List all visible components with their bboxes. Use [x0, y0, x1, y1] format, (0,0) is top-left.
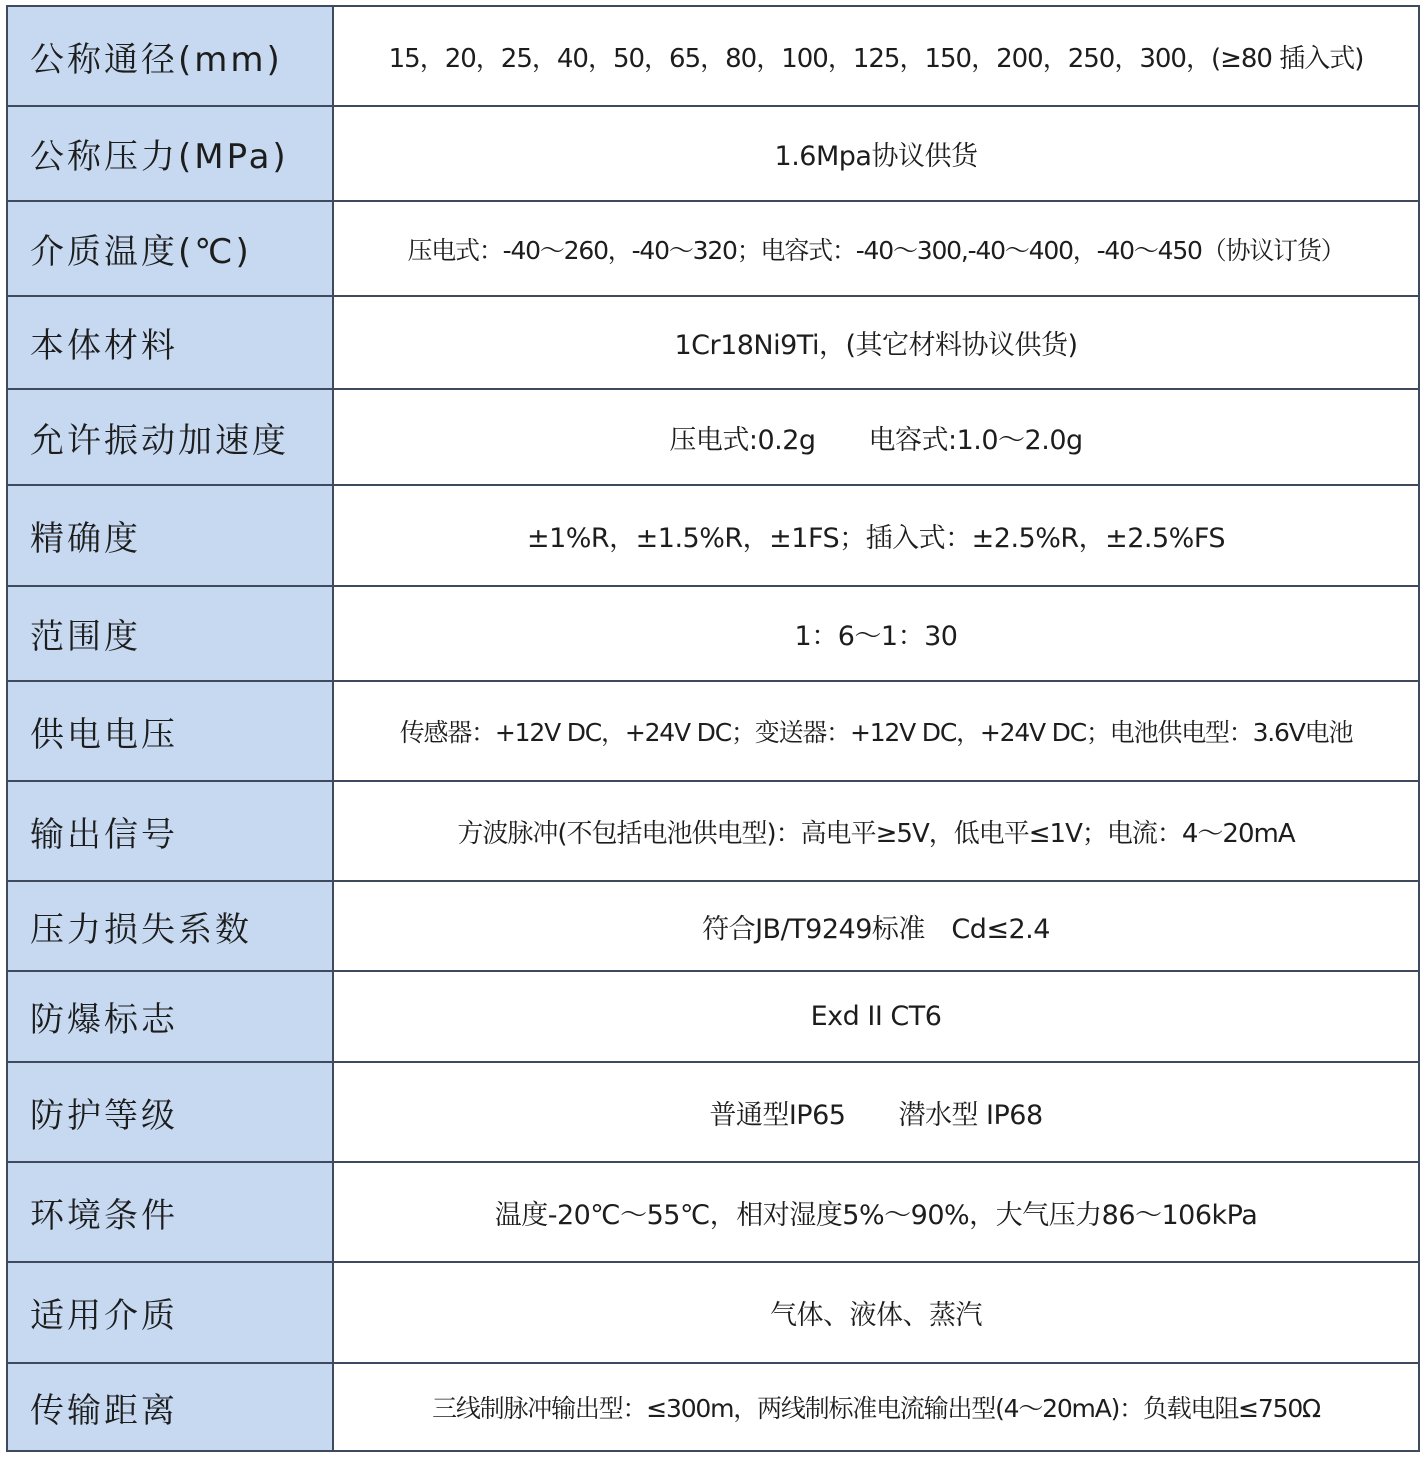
table-row: [7, 971, 1419, 1062]
row-value: 三线制脉冲输出型：≤300m，两线制标准电流输出型(4～20mA)：负载电阻≤750Ω: [333, 1363, 1419, 1451]
row-value: 方波脉冲(不包括电池供电型)：高电平≥5V，低电平≤1V；电流：4～20mA: [333, 781, 1419, 881]
row-value: 15，20，25，40，50，65，80，100，125，150，200，250，300，(≥80 插入式): [333, 6, 1419, 106]
row-label: 本体材料: [7, 296, 333, 389]
row-label: 输出信号: [7, 781, 333, 881]
table-row: [7, 296, 1419, 389]
row-label: 介质温度(℃): [7, 201, 333, 296]
row-label: 公称通径(mm): [7, 6, 333, 106]
row-label: 范围度: [7, 586, 333, 681]
row-label: 压力损失系数: [7, 881, 333, 971]
table-row: [7, 389, 1419, 485]
row-value: 传感器：+12V DC，+24V DC；变送器：+12V DC，+24V DC；电池供电型：3.6V电池: [333, 681, 1419, 781]
table-row: [7, 586, 1419, 681]
row-label: 防护等级: [7, 1062, 333, 1162]
table-row: [7, 1262, 1419, 1363]
table-row: [7, 881, 1419, 971]
table-row: [7, 485, 1419, 586]
row-value: 压电式:0.2g 电容式:1.0～2.0g: [333, 389, 1419, 485]
row-value: 1：6～1：30: [333, 586, 1419, 681]
row-label: 精确度: [7, 485, 333, 586]
table-row: [7, 1162, 1419, 1262]
row-value: 1Cr18Ni9Ti，(其它材料协议供货): [333, 296, 1419, 389]
row-label: 允许振动加速度: [7, 389, 333, 485]
table-row: [7, 1363, 1419, 1451]
row-value: 符合JB/T9249标准 Cd≤2.4: [333, 881, 1419, 971]
row-value: 1.6Mpa协议供货: [333, 106, 1419, 201]
row-value: Exd II CT6: [333, 971, 1419, 1062]
row-value: 温度-20℃～55℃，相对湿度5%～90%，大气压力86～106kPa: [333, 1162, 1419, 1262]
table-row: [7, 1062, 1419, 1162]
row-label: 供电电压: [7, 681, 333, 781]
row-label: 环境条件: [7, 1162, 333, 1262]
row-value: 气体、液体、蒸汽: [333, 1262, 1419, 1363]
table-row: [7, 781, 1419, 881]
row-label: 适用介质: [7, 1262, 333, 1363]
table-row: [7, 201, 1419, 296]
row-value: ±1%R，±1.5%R，±1FS；插入式：±2.5%R，±2.5%FS: [333, 485, 1419, 586]
table-row: [7, 6, 1419, 106]
row-value: 普通型IP65 潜水型 IP68: [333, 1062, 1419, 1162]
row-label: 传输距离: [7, 1363, 333, 1451]
table-row: [7, 681, 1419, 781]
row-label: 防爆标志: [7, 971, 333, 1062]
table-row: [7, 106, 1419, 201]
spec-table: [6, 5, 1420, 1452]
row-value: 压电式：-40～260，-40～320；电容式：-40～300,-40～400，-40～450（协议订货）: [333, 201, 1419, 296]
row-label: 公称压力(MPa): [7, 106, 333, 201]
